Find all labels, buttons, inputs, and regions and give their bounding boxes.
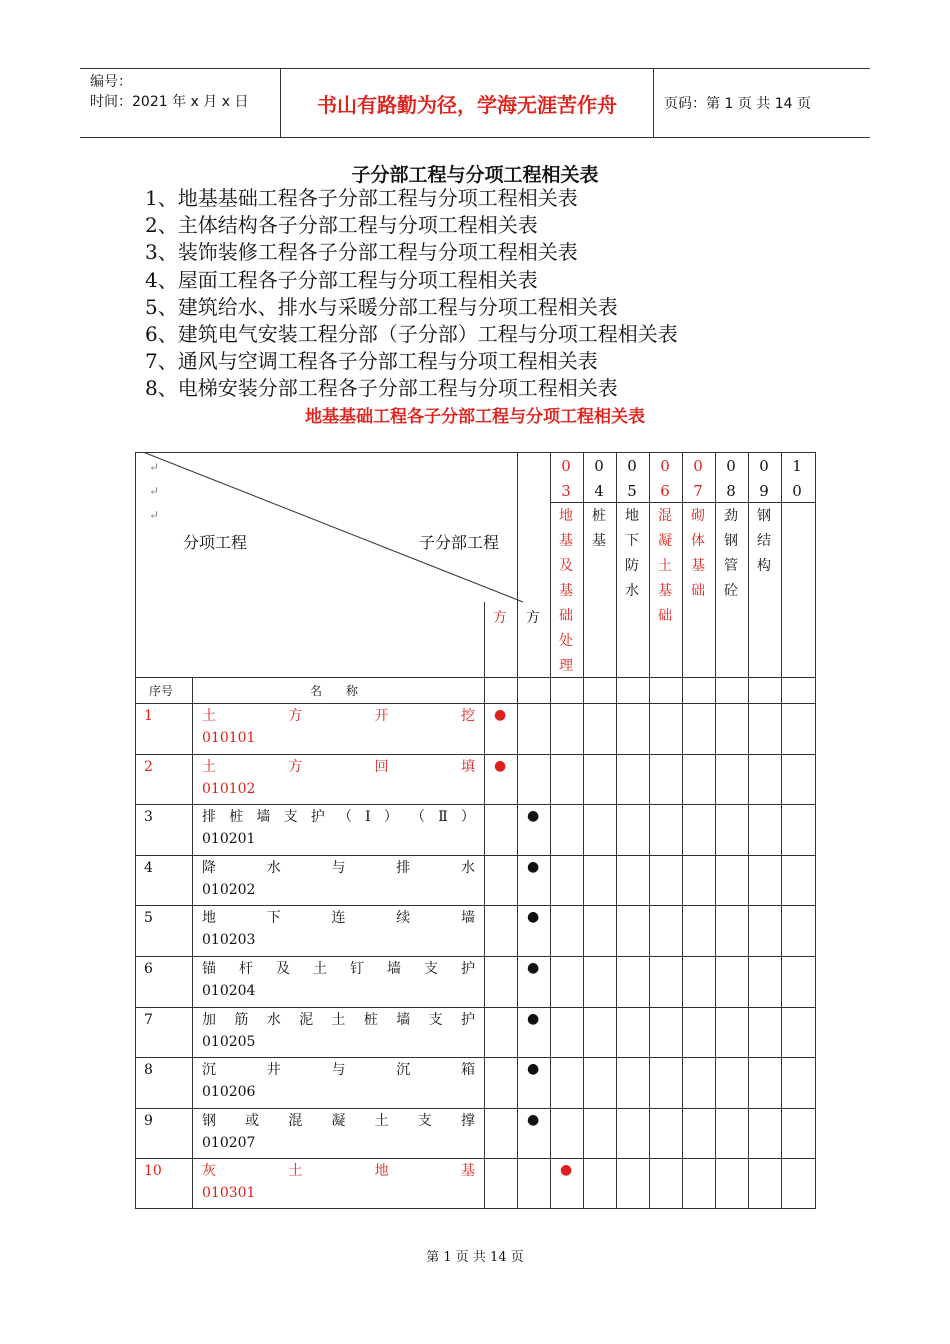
name-char: 构 [757, 558, 771, 574]
name-char: 方 [288, 758, 303, 775]
header-meta [80, 69, 281, 137]
row-code: 010207 [202, 1134, 256, 1151]
table-gridline [135, 956, 816, 957]
table-title: 地基基础工程各子分部工程与分项工程相关表 [305, 407, 645, 427]
name-char: 填 [460, 758, 475, 775]
name-char: 锚 [202, 961, 216, 977]
sub-column-code [783, 454, 811, 504]
name-char: 护 [461, 1011, 475, 1028]
name-char: 及 [276, 961, 290, 977]
name-char: 桩 [592, 508, 606, 524]
code-digit: 1 [792, 457, 802, 475]
row-name [202, 756, 475, 778]
row-seq: 5 [144, 910, 153, 927]
sub-column-name [618, 504, 646, 604]
name-char: 支 [428, 1011, 443, 1028]
column-char: 方 [526, 610, 540, 626]
name-char: 支 [424, 961, 438, 977]
table-gridline [135, 1007, 816, 1008]
name-char: 土 [288, 1163, 303, 1180]
table-gridline [135, 905, 816, 906]
sub-column-name [684, 504, 712, 604]
name-char: 混 [658, 508, 672, 524]
return-mark: ↵ [149, 460, 160, 474]
name-char: 混 [288, 1112, 303, 1129]
sub-column-code [618, 454, 646, 504]
name-char: 护 [310, 809, 325, 826]
name-char: 沉 [202, 1062, 216, 1079]
name-char: 劲 [724, 508, 738, 524]
header-name: 名 称 [310, 684, 359, 698]
name-char: 墙 [461, 910, 475, 927]
name-char: （ [411, 809, 426, 826]
mark-dot: ● [494, 757, 507, 774]
mark-dot: ● [527, 1061, 540, 1078]
table-gridline [583, 452, 584, 1209]
number-label: 编号： [90, 74, 132, 90]
code-digit: 4 [594, 482, 604, 500]
name-char: 钉 [350, 961, 364, 977]
name-char: Ⅱ [438, 809, 448, 826]
row-seq: 7 [144, 1011, 153, 1028]
table-gridline [135, 754, 816, 755]
table-gridline [781, 452, 782, 1209]
name-char: 护 [461, 961, 475, 977]
name-char: 墙 [396, 1011, 411, 1028]
code-digit: 0 [627, 457, 637, 475]
row-name [202, 958, 475, 980]
name-char: 降 [202, 859, 216, 876]
code-digit: 0 [759, 457, 769, 475]
code-digit: 0 [561, 457, 571, 475]
toc-item: 7、通风与空调工程各子分部工程与分项工程相关表 [145, 349, 598, 374]
relation-table [135, 452, 816, 1209]
mark-dot: ● [527, 909, 540, 926]
row-name-cell [202, 1160, 475, 1204]
row-seq: 1 [144, 708, 153, 724]
name-char: 水 [266, 1011, 281, 1028]
row-code: 010206 [202, 1084, 256, 1101]
name-char: 支 [283, 809, 298, 826]
row-seq: 9 [144, 1112, 153, 1129]
name-char: Ⅰ [365, 809, 371, 826]
name-char: 水 [266, 859, 281, 876]
name-char: 土 [313, 961, 327, 977]
code-digit: 3 [561, 482, 571, 500]
column-char: 方 [493, 610, 507, 626]
sub-column-code [651, 454, 679, 504]
name-char: 基 [592, 533, 606, 549]
toc-item: 1、地基基础工程各子分部工程与分项工程相关表 [145, 186, 578, 210]
name-char: 基 [658, 583, 672, 599]
name-char: 钢 [202, 1112, 216, 1129]
code-digit: 0 [693, 457, 703, 475]
row-name-cell [202, 806, 475, 850]
row-code: 010202 [202, 881, 256, 898]
name-char: 土 [202, 758, 216, 775]
table-gridline [135, 677, 816, 678]
row-code: 010101 [202, 730, 256, 746]
name-char: 础 [559, 608, 573, 624]
row-code: 010203 [202, 932, 256, 949]
table-gridline [135, 1208, 816, 1209]
mark-dot: ● [527, 960, 540, 976]
toc-item: 4、屋面工程各子分部工程与分项工程相关表 [145, 267, 538, 292]
page-header [80, 68, 870, 138]
row-name [202, 1009, 475, 1031]
table-gridline [192, 677, 193, 1209]
row-name-cell [202, 1110, 475, 1154]
mark-dot: ● [527, 1010, 540, 1027]
table-gridline [815, 452, 816, 1209]
name-char: 砌 [691, 508, 705, 524]
row-code: 010201 [202, 831, 256, 848]
table-gridline [649, 452, 650, 1209]
code-digit: 0 [660, 457, 670, 475]
row-name-cell [202, 705, 475, 749]
row-name-cell [202, 857, 475, 901]
row-name [202, 705, 475, 727]
row-code: 010204 [202, 983, 256, 999]
name-char: 灰 [202, 1163, 216, 1180]
name-char: 撑 [460, 1112, 475, 1129]
name-char: 方 [288, 708, 303, 724]
name-char: 地 [374, 1163, 389, 1180]
row-name-cell [202, 756, 475, 800]
row-seq: 2 [144, 758, 153, 775]
name-char: 杆 [239, 961, 253, 977]
name-char: 结 [757, 533, 771, 549]
row-seq: 8 [144, 1062, 153, 1079]
row-name [202, 857, 475, 879]
table-of-contents [145, 185, 678, 403]
row-seq: 10 [144, 1163, 162, 1180]
row-name-cell [202, 1059, 475, 1103]
header-motto: 书山有路勤为径，学海无涯苦作舟 [281, 69, 654, 137]
diagonal-header-line [135, 452, 550, 677]
row-name [202, 1160, 475, 1182]
mark-dot: ● [527, 858, 540, 875]
name-char: 土 [374, 1112, 389, 1129]
name-char: 加 [202, 1011, 216, 1028]
mark-dot: ● [527, 808, 540, 825]
name-char: 排 [396, 859, 411, 876]
document-title: 子分部工程与分项工程相关表 [351, 164, 599, 186]
row-name [202, 1059, 475, 1081]
return-mark: ↵ [149, 484, 160, 498]
table-gridline [135, 1057, 816, 1058]
name-char: 基 [460, 1163, 475, 1180]
table-gridline [135, 1108, 816, 1109]
name-char: 管 [724, 558, 738, 574]
name-char: 钢 [724, 533, 738, 549]
name-char: 与 [331, 1062, 346, 1079]
name-char: 地 [559, 508, 573, 524]
header-page-info: 页码：第 1 页 共 14 页 [664, 96, 811, 112]
name-char: 础 [658, 608, 672, 624]
mark-dot: ● [527, 1111, 540, 1128]
name-char: 筋 [234, 1011, 249, 1028]
name-char: 连 [331, 910, 346, 927]
table-gridline [135, 855, 816, 856]
name-char: 砼 [724, 583, 738, 599]
name-char: 基 [559, 583, 573, 599]
name-char: 础 [691, 583, 705, 599]
name-char: 续 [396, 910, 411, 927]
code-digit: 7 [693, 482, 703, 500]
name-char: 墙 [256, 809, 271, 826]
row-name-cell [202, 958, 475, 1002]
sub-column-code [717, 454, 745, 504]
row-code: 010205 [202, 1033, 256, 1050]
page-footer: 第 1 页 共 14 页 [426, 1250, 524, 1265]
name-char: ） [460, 809, 475, 826]
toc-item: 8、电梯安装分部工程各子分部工程与分项工程相关表 [145, 376, 618, 401]
name-char: 或 [245, 1112, 260, 1129]
sub-column-code [750, 454, 778, 504]
sub-column-name [585, 504, 613, 554]
row-name-cell [202, 907, 475, 951]
name-char: 排 [202, 809, 216, 826]
name-char: 井 [266, 1062, 281, 1079]
code-digit: 0 [792, 482, 802, 500]
code-digit: 5 [627, 482, 637, 500]
name-char: 箱 [461, 1062, 475, 1079]
row-seq: 3 [144, 809, 153, 826]
table-gridline [135, 1158, 816, 1159]
sub-column-code [585, 454, 613, 504]
mark-dot: ● [560, 1162, 573, 1179]
code-digit: 0 [594, 457, 604, 475]
time-label: 时间：2021 年 x 月 x 日 [90, 94, 249, 110]
name-char: 沉 [396, 1062, 411, 1079]
diag-left-label: 分项工程 [183, 533, 248, 552]
name-char: 开 [374, 708, 389, 724]
toc-item: 5、建筑给水、排水与采暖分部工程与分项工程相关表 [145, 294, 618, 319]
code-digit: 9 [759, 482, 769, 500]
name-char: 土 [331, 1011, 346, 1028]
name-char: 桩 [363, 1011, 378, 1028]
table-gridline [135, 703, 816, 704]
name-char: 与 [331, 859, 346, 876]
name-char: （ [337, 809, 352, 826]
name-char: 土 [202, 708, 216, 724]
name-char: 理 [559, 658, 573, 674]
row-code: 010102 [202, 780, 256, 797]
name-char: 及 [559, 558, 573, 574]
row-name [202, 1110, 475, 1132]
name-char: 防 [625, 558, 639, 574]
diag-right-label: 子分部工程 [419, 533, 500, 552]
mark-dot: ● [494, 707, 507, 723]
toc-item: 2、主体结构各子分部工程与分项工程相关表 [145, 213, 538, 238]
sub-column-name [552, 504, 580, 679]
name-char: 处 [559, 633, 573, 649]
sub-column-code [552, 454, 580, 504]
name-char: 回 [374, 758, 389, 775]
code-digit: 0 [726, 457, 736, 475]
name-char: 挖 [460, 708, 475, 724]
name-char: 桩 [229, 809, 244, 826]
sub-column-code [684, 454, 712, 504]
table-gridline [550, 452, 551, 1209]
name-char: 泥 [299, 1011, 314, 1028]
name-char: 钢 [757, 508, 771, 524]
sub-column-name [750, 504, 778, 579]
return-mark: ↵ [149, 508, 160, 522]
table-gridline [135, 804, 816, 805]
name-char: 凝 [658, 533, 672, 549]
sub-column-name [717, 504, 745, 604]
name-char: 基 [691, 558, 705, 574]
toc-item: 6、建筑电气安装工程分部（子分部）工程与分项工程相关表 [145, 322, 678, 347]
name-char: 地 [625, 508, 639, 524]
code-digit: 6 [660, 482, 670, 500]
diagonal-line [143, 452, 523, 602]
table-gridline [748, 452, 749, 1209]
name-char: 体 [691, 533, 705, 549]
header-seq: 序号 [149, 684, 174, 698]
name-char: 凝 [331, 1112, 346, 1129]
sub-column-name [651, 504, 679, 629]
row-name-cell [202, 1009, 475, 1053]
name-char: ） [383, 809, 398, 826]
name-char: 墙 [387, 961, 401, 977]
row-name [202, 907, 475, 929]
name-char: 地 [202, 910, 216, 927]
name-char: 下 [625, 533, 639, 549]
code-digit: 8 [726, 482, 736, 500]
row-code: 010301 [202, 1185, 256, 1202]
name-char: 水 [625, 583, 639, 599]
name-char: 基 [559, 533, 573, 549]
table-gridline [616, 452, 617, 1209]
toc-item: 3、装饰装修工程各子分部工程与分项工程相关表 [145, 240, 578, 265]
name-char: 土 [658, 558, 672, 574]
row-name [202, 806, 475, 828]
row-seq: 4 [144, 859, 153, 876]
name-char: 水 [461, 859, 475, 876]
table-gridline [715, 452, 716, 1209]
name-char: 下 [266, 910, 281, 927]
row-seq: 6 [144, 961, 153, 977]
name-char: 支 [417, 1112, 432, 1129]
table-gridline [682, 452, 683, 1209]
